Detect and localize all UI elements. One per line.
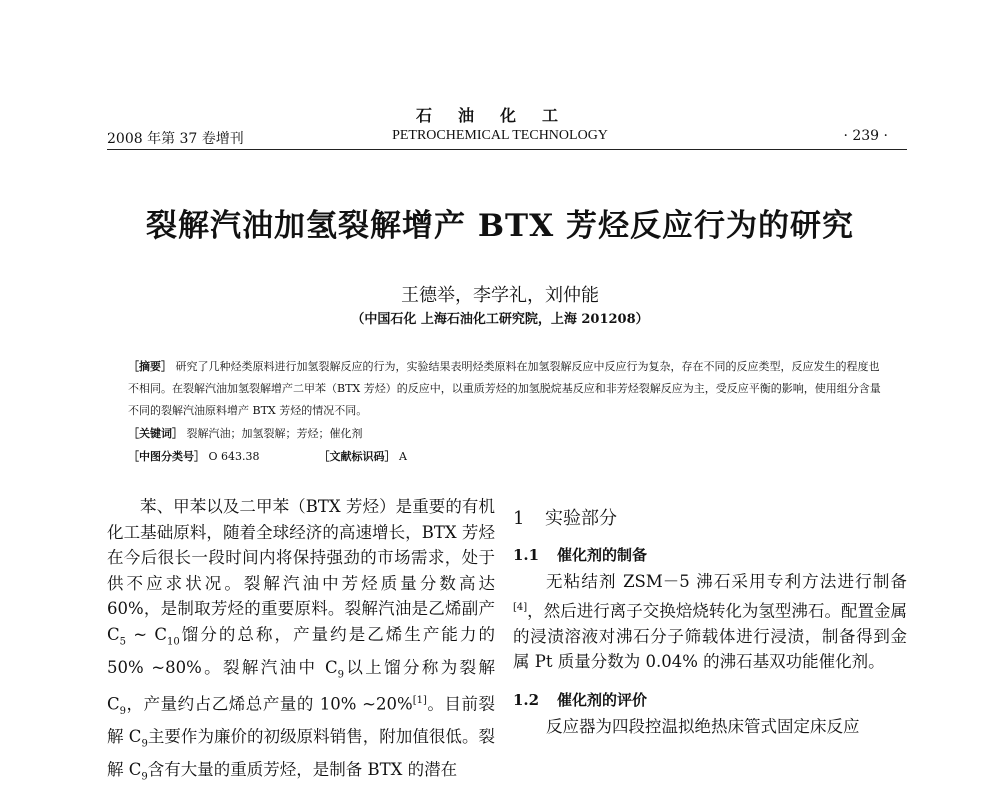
prep-text-1: 无粘结剂 ZSM－5 沸石采用专利方法进行制备 [546,572,907,591]
issue-label: 2008 年第 37 卷增刊 [107,131,244,147]
section-number: 1 [513,508,525,529]
subsection-number: 1.2 [513,690,540,709]
subsection-title: 催化剂的制备 [557,546,648,564]
abstract-text: 研究了几种烃类原料进行加氢裂解反应的行为，实验结果表明烃类原料在加氢裂解反应中反应行为复杂，存在不同的反应类型，反应发生的程度也不相同。在裂解汽油加氢裂解增产二甲苯（BTX 芳烃）的反应中，以重质芳烃的加氢脱烷基反应和非芳烃裂解反应为主，受反应平衡的影响，使用组分含量不同的裂解汽油原料增产 BTX 芳烃的情况不同。 [128,360,881,417]
abstract-label: ［摘要］ [128,360,172,373]
keywords [128,425,363,441]
page-number: · 239 · [843,128,888,144]
introduction-paragraph [107,494,495,790]
intro-text-2: ~ C [126,624,168,644]
doc-code-value: A [399,450,407,463]
subsection-heading-2 [513,689,907,710]
paper-title: 裂解汽油加氢裂解增产 BTX 芳烃反应行为的研究 [146,208,854,244]
subscript-5: 5 [119,636,126,648]
affiliation: （中国石化 上海石油化工研究院，上海 201208） [351,312,649,327]
subsection-heading-1 [513,544,907,565]
intro-text-3: 馏分的总称，产量约是乙烯生产能力的 50% ~80%。裂解汽油中 C [107,624,495,677]
right-column [513,504,907,739]
subscript-9: 9 [337,669,345,681]
reference-1: [1] [412,694,427,706]
reference-4: [4] [513,601,528,613]
catalyst-eval-paragraph: 反应器为四段控温拟绝热床管式固定床反应 [546,716,860,736]
classification-value: O 643.38 [208,450,260,463]
section-title: 实验部分 [545,508,617,529]
subscript-9: 9 [119,705,126,717]
header-rule [107,149,907,150]
subsection-title: 催化剂的评价 [557,690,648,709]
intro-text-6: 。目前裂解 C [107,694,496,747]
intro-text-4: 以上馏分称为裂解 C [107,657,495,714]
intro-text-7: 主要作为廉价的初级原料销售，附加值很低。裂解 C [107,727,495,780]
subscript-9: 9 [141,738,148,750]
prep-text-2: ，然后进行离子交换焙烧转化为氢型沸石。配置金属的浸渍溶液对沸石分子筛载体进行浸渍，制备得到金属 Pt 质量分数为 0.04% 的沸石基双功能催化剂。 [513,601,907,672]
abstract [128,356,888,422]
journal-english-name: PETROCHEMICAL TECHNOLOGY [392,128,608,143]
keywords-label: ［关键词］ [128,427,183,440]
section-heading [513,504,907,530]
classification [128,448,407,464]
subsection-number: 1.1 [513,546,540,564]
catalyst-prep-paragraph [513,569,907,675]
subscript-10: 10 [167,636,180,648]
intro-text-1: 苯、甲苯以及二甲苯（BTX 芳烃）是重要的有机化工基础原料，随着全球经济的高速增长，BTX 芳烃在今后很长一段时间内将保持强劲的市场需求，处于供不应求状况。裂解汽油中芳烃质量分数高达 60%，是制取芳烃的重要原料。裂解汽油是乙烯副产 C [107,497,495,644]
doc-code-label: ［文献标识码］ [318,450,396,463]
intro-text-5: ，产量约占乙烯总产量的 10% ~20% [126,694,413,714]
intro-text-8: 含有大量的重质芳烃，是制备 BTX 的潜在 [147,760,458,780]
authors: 王德举，李学礼，刘仲能 [401,285,599,306]
journal-chinese-name: 石油化工 [415,106,584,125]
keywords-text: 裂解汽油；加氢裂解；芳烃；催化剂 [186,427,363,440]
subscript-9: 9 [141,771,148,783]
classification-label: ［中图分类号］ [128,450,205,463]
